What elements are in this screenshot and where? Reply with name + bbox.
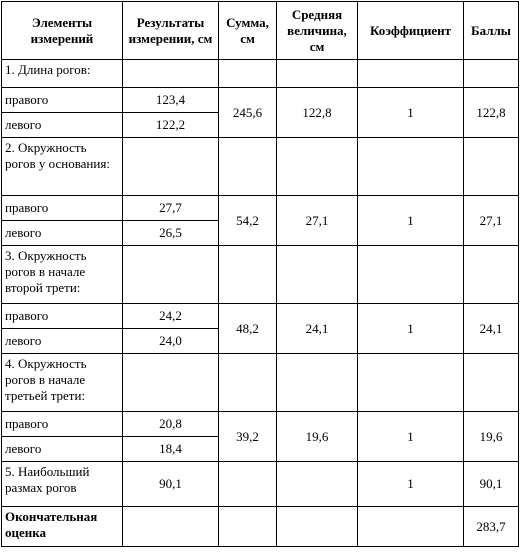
header-sum: Сумма, см: [219, 2, 277, 60]
final-label: Окончательная оценка: [2, 507, 123, 547]
coefficient-value: 1: [358, 412, 464, 462]
points-value: 19,6: [464, 412, 519, 462]
sum-value: 48,2: [219, 304, 277, 354]
header-coefficient: Коэффициент: [358, 2, 464, 60]
section-title: 3. Окружность рогов в начале второй трети:: [2, 246, 123, 304]
right-horn-label: правого: [2, 412, 123, 437]
left-horn-value: 18,4: [123, 437, 219, 462]
sum-value: 245,6: [219, 88, 277, 138]
header-points: Баллы: [464, 2, 519, 60]
points-value: 90,1: [464, 462, 519, 507]
left-horn-value: 122,2: [123, 113, 219, 138]
coefficient-value: 1: [358, 88, 464, 138]
table-row: [2, 462, 519, 507]
final-points: 283,7: [464, 507, 519, 547]
right-horn-value: 20,8: [123, 412, 219, 437]
table-row: [2, 138, 519, 196]
measurement-table: [1, 1, 519, 547]
average-value: 24,1: [277, 304, 358, 354]
points-value: 27,1: [464, 196, 519, 246]
left-horn-label: левого: [2, 437, 123, 462]
coefficient-value: 1: [358, 304, 464, 354]
header-row: [2, 2, 519, 60]
table-row: [2, 88, 519, 113]
section-title: 1. Длина рогов:: [2, 60, 123, 88]
header-results: Результаты измерении, см: [123, 2, 219, 60]
left-horn-label: левого: [2, 113, 123, 138]
table-row: [2, 354, 519, 412]
left-horn-label: левого: [2, 329, 123, 354]
table-row: [2, 246, 519, 304]
coefficient-value: 1: [358, 196, 464, 246]
final-row: [2, 507, 519, 547]
left-horn-value: 26,5: [123, 221, 219, 246]
average-value: 19,6: [277, 412, 358, 462]
table-row: [2, 196, 519, 221]
coefficient-value: 1: [358, 462, 464, 507]
left-horn-value: 24,0: [123, 329, 219, 354]
average-value: 122,8: [277, 88, 358, 138]
header-average: Средняя величина, см: [277, 2, 358, 60]
header-elements: Элементы измерений: [2, 2, 123, 60]
right-horn-label: правого: [2, 88, 123, 113]
right-horn-value: 27,7: [123, 196, 219, 221]
table-row: [2, 412, 519, 437]
right-horn-value: 123,4: [123, 88, 219, 113]
section-title: 4. Окружность рогов в начале третьей трети:: [2, 354, 123, 412]
span-value: 90,1: [123, 462, 219, 507]
left-horn-label: левого: [2, 221, 123, 246]
sum-value: 54,2: [219, 196, 277, 246]
right-horn-label: правого: [2, 304, 123, 329]
table-row: [2, 60, 519, 88]
section-title: 5. Наибольший размах рогов: [2, 462, 123, 507]
points-value: 122,8: [464, 88, 519, 138]
average-value: 27,1: [277, 196, 358, 246]
section-title: 2. Окружность рогов у основания:: [2, 138, 123, 196]
table-row: [2, 304, 519, 329]
right-horn-label: правого: [2, 196, 123, 221]
sum-value: 39,2: [219, 412, 277, 462]
right-horn-value: 24,2: [123, 304, 219, 329]
points-value: 24,1: [464, 304, 519, 354]
